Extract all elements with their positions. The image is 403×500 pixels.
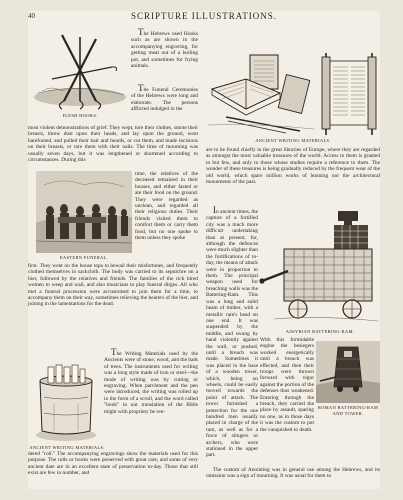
torah-scroll-drawing (318, 51, 380, 137)
funeral-full-text: most violent demonstrations of grief. They wept, tore their clothes, smote their breasts, threw dust upon their heads, and lay upon the ground, went barefooted, and pulled their hair and beards, or cut them, and made incisions on their breasts, or tore them with their nails. The time of mourning was usually seven days, but it was lengthened or shortened according to circumstances. During this (28, 125, 198, 164)
funeral-paragraph-end (28, 263, 198, 347)
caption-roman-battering-ram: ROMAN BATTERING-RAM AND TOWER. (317, 405, 379, 416)
caption-assyrian-battering-ram: ASSYRIAN BATTERING-RAM. (285, 329, 355, 334)
eastern-funeral-drawing (36, 171, 132, 253)
anointing-text: The custom of Anointing was in general use among the Hebrews, and its omission was a sign of mourning. It was usual for them to (206, 467, 380, 480)
libraries-paragraph (206, 147, 380, 207)
caption-writing-materials-bottom: ANCIENT WRITING MATERIALS. (29, 445, 105, 450)
caption-eastern-funeral: EASTERN FUNERAL. (59, 255, 109, 260)
book-page (28, 11, 380, 489)
flesh-hooks-drawing (32, 31, 128, 111)
libraries-text: are to be found chiefly in the great libraries of Europe, where they are regarded as amongst the most valuable treasures of the world. Access to them is granted to but few, and only to those whose studies require a reference to them. The wonder of these treasures is being gradually reduced by the frequent wear of the old world, which spare million works of learning nor the architectural monuments of the past. (206, 147, 380, 186)
funeral-paragraph-full (28, 125, 198, 170)
page-title: SCRIPTURE ILLUSTRATIONS. (130, 11, 277, 21)
flesh-hooks-text: The Hebrews used Hooks such as are shown in the accompanying engraving, for getting meat out of a boiling pot, and sometimes for frying animals. (131, 27, 198, 70)
page-number: 40 (28, 12, 35, 20)
assyrian-ram-drawing (260, 209, 380, 327)
anointing-paragraph (206, 467, 380, 485)
writing-materials-full-text: dered "roll." The accompanying engravings show the materials used for this purpose. The rolls or books were preserved with great care, and some of very ancient date are in an excellent state of preservation to-day. Those that still exist are few in number, and (28, 451, 198, 477)
funeral-intro-text: The Funeral Ceremonies of the Hebrews were long and elaborate. The persons afflicted indulged in the (131, 83, 198, 113)
right-column (206, 27, 380, 487)
flesh-hooks-paragraph (131, 29, 198, 83)
battering-ram-paragraph-cont (260, 337, 314, 433)
page-columns (28, 27, 380, 487)
writing-materials-text: The Writing Materials used by the Ancients were of stone, wood, and the bark of trees. The instruments used for writing was a long style made of iron or steel—the mode of writing was by cutting or engraving. When parchment and the pen were introduced, the writing was rolled up in the form of a scroll, and the word called "book" in our translation of the Bible might with propriety be ren- (104, 347, 198, 415)
eastern-funeral-illustration (36, 171, 132, 253)
funeral-end-text: first. They went on the house tops to bewail their misfortunes, and frequently clothed themselves in sackcloth. The body was carried to its sepulchre on a bier, followed by the relatives and friends. The families of the rich hired women to weep and wail, and also musicians to play funeral dirges. All who met a funeral procession were accustomed to join them for a time, to accompany them on their way, sometimes relieving the bearers of the bier, and joining in the lamentations for the dead. (28, 263, 198, 308)
page-header (28, 11, 380, 25)
writing-materials-bottom-illustration (34, 357, 98, 443)
scroll-box-drawing (34, 357, 98, 443)
left-column (28, 27, 198, 487)
torah-scroll-illustration (318, 51, 380, 137)
flesh-hooks-illustration (32, 31, 128, 111)
battering-ram-paragraph (206, 205, 258, 459)
battering-ram-cont-text: With this formidable engine the besiegers worked energetically until a breach was effected, and then their troops were thrown forward with vigor against the portion of the defenses thus weakened. Entering through the breach, they carried the place by assault, sparing no one, as in those days it was the custom to put the vanquished to death. (260, 337, 314, 433)
roman-ram-tower-drawing (316, 341, 380, 403)
roman-battering-ram-illustration (316, 341, 380, 403)
writing-materials-paragraph-full (28, 451, 198, 483)
caption-writing-materials-top: ANCIENT WRITING MATERIALS. (255, 138, 331, 143)
writing-materials-paragraph (104, 349, 198, 443)
funeral-right-text: time, the relatives of the deceased remained in their houses, and either fasted or ate their food on the ground. They were regarded as unclean, and regarded all their religious duties. Their friends visited them to comfort them or carry them food, but no one spoke to them unless they spoke (135, 171, 198, 242)
funeral-paragraph-right (135, 171, 198, 261)
caption-flesh-hooks: FLESH HOOKS. (62, 113, 98, 118)
battering-ram-text: In ancient times, the capture of a fortified city was a much more difficult undertaking than at present, for, although the defences were much slighter than the fortifications of to-day, the means of attack were in proportion to them. The principal weapon used for breaching walls was the Battering-Ram. This was a long and solid beam of timber, with a metallic ram's head on one end. It was suspended by the middle, and swung by hand violently against the wall, or pushed, until a breach was made. Sometimes it was placed in the base of a wooden tower, which, being on wheels, could be easily moved towards the point of attack. The tower furnished a protection for the one hundred men usually placed in charge of the ram, as well as for a force of slingers or archers, who were stationed in the upper part. (206, 205, 258, 459)
funeral-intro-paragraph (131, 85, 198, 125)
writing-materials-top-illustration (206, 49, 316, 137)
assyrian-battering-ram-illustration (260, 209, 380, 327)
books-and-tablets-drawing (206, 49, 316, 137)
